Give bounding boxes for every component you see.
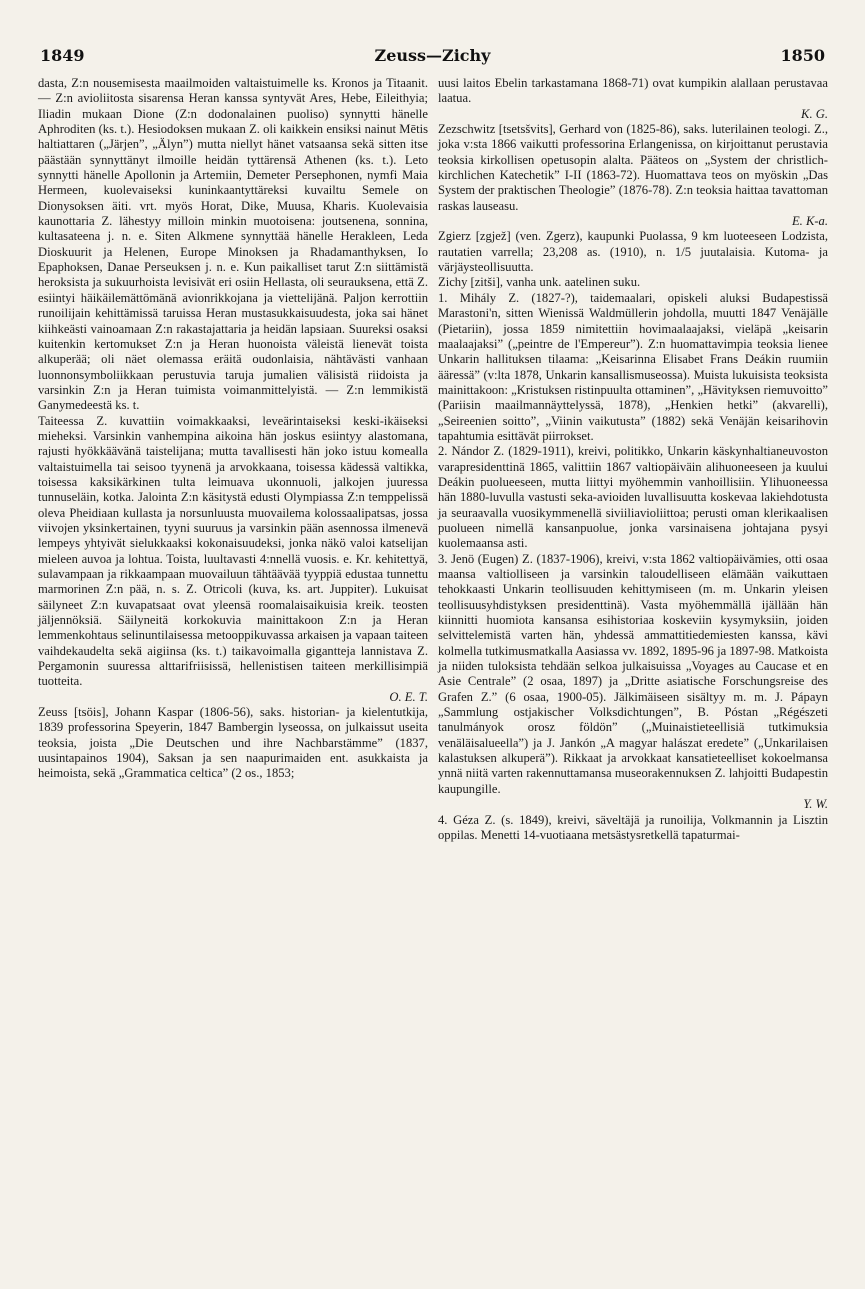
author-signature: Y. W. bbox=[803, 797, 828, 812]
zgierz-entry: Zgierz [zgjež] (ven. Zgerz), kaupunki Puolassa, 9 km luoteeseen Lodzista, rautatien varrella; 23,208 as. (1910), n. 1/5 juutalaisia. Kutoma- ja värjäysteollisuutta. bbox=[438, 229, 828, 275]
zichy-jeno-entry: 3. Jenö (Eugen) Z. (1837-1906), kreivi, v:sta 1862 valtiopäivämies, otti osaa maansa valtiolliseen ja varsinkin taloudelliseen elämään vaikuttaen tehokkaasti Unkarin teollisuuden kehittymiseen (m. m. Unkarin yleisen teollisuusyhdistyksen presidenttinä). Vasta myöhemmällä ijällään hän kiinnitti huomiota kansansa esihistoriaa koskeviin kysymyksiin, joiden selvittelemistä varten hän, yhdessä ammattitiedemiesten kanssa, kävi kolmella tutkimusmatkalla Aasiassa vv. 1892, 1895-96 ja 1897-98. Matkoista ja niiden tuloksista tehdään selkoa julkaisuissa „Voyages au Caucase et en Asie Centrale” (2 osaa, 1897) ja „Dritte asiatische Forschungsreise des Grafen Z.” (6 osaa, 1900-05). Jälkimäiseen sisältyy m. m. J. Pápayn „Sammlung ostjakischer Volksdichtungen”, B. Póstan „Régészeti tanulmányok orosz földön” („Muinaistieteellisiä tutkimuksia venäläisalueella”) ja J. Jankón „A magyar halászat eredete” („Unkarilaisen kalastuksen alkuperä”). Rikkaat ja arvokkaat kansatieteelliset kokoelmansa ynnä niitä varten rakennuttamansa museorakennuksen Z. lahjoitti Budapestin kaupungille. bbox=[438, 551, 828, 796]
zeus-article-continuation: dasta, Z:n nousemisesta maailmoiden valtaistuimelle ks. Kronos ja Titaanit. — Z:n avioliitosta sisarensa Heran kanssa syntyvät Ares, Hebe, Eileithyia; Iliadin mukaan Dione (Z:n dodonalainen puoliso) synnytti hänelle Aphroditen (ks. t.). Hesiodoksen mukaan Z. oli kaikkein ensiksi nainut Mētis haltiattaren („Järjen”, „Älyn”) mutta niellyt hänet vatsaansa sekä sitten itse päästään synnyttänyt ilmoille heidän tyttärensä Athenen (ks. t.). Leto synnytti hänelle Apollonin ja Artemiin, Demeter Persephonen, nymfi Maia Hermeen, kuolevaiseksi kuninkaantyttäreksi kuvailtu Semele on Dionysoksen äiti. vrt. myös Horat, Dike, Muusa, Kharis. Kuolevaisia kaunottaria Z. lähestyy milloin minkin muotoisena: joutsenena, sonnina, kultasateena j. n. e. Siten Alkmene synnyttää hänelle Herakleen, Leda Dioskuurit ja Helenen, Europe Minoksen ja Rhadamanthyksen, Io Epaphoksen, Danae Perseuksen j. n. e. Kun paikalliset tarut Z:n siittämistä heroksista ja sukuurhoista levisivät eri osiin Hellasta, oli seurauksena, että Z. esiintyi häikäilemättömänä avionrikkojana ja viettelijänä. Paljon kerrottiin runoilijain kehittämissä taruissa Heran mustasukkaisuudesta, joka sai hänet kiihkeästi vainoamaan Z:n rakastajattaria ja heidän lapsiaan. Suureksi osaksi kuitenkin kertomukset Z:n ja Heran huonoista väleistä lienevät toista alkuperää; oli näet olemassa eräitä oudonlaisia, nähtävästi vanhaan luonnonsymboliikkaan perustuvia taruja jumalien välisistä riidoista ja varsinkin Z:n ja Heran tuimista voimanmittelyistä. — Z:n lemmikistä Ganymedeestä ks. t. bbox=[38, 76, 428, 413]
zichy-geza-entry: 4. Géza Z. (s. 1849), kreivi, säveltäjä ja runoilija, Volkmannin ja Lisztin oppilas. Menetti 14-vuotiaana metsästysretkellä tapaturmai- bbox=[438, 812, 828, 842]
right-page-number: 1850 bbox=[780, 46, 825, 65]
page-header bbox=[40, 46, 825, 68]
zichy-mihaly-entry: 1. Mihály Z. (1827-?), taidemaalari, opiskeli aluksi Budapestissä Marastoni'n, sitten Wienissä Waldmüllerin johdolla, muutti 1847 Venäjälle (Pietariin), jossa 1859 nimitettiin hovimaalaajaksi, vieläpä „keisarin maalaajaksi” („peintre de l'Empereur”). Z:n huomattavimpia teoksia lienee Unkarin hallituksen tilaama: „Keisarinna Elisabet Frans Deákin ruumiin ääressä” (v:lta 1878, Unkarin kansallismuseossa). Muista lukuisista teoksista mainittakoon: „Kristuksen ristinpuulta ottaminen”, „Hävityksen riemuvoitto” (Pariisin maailmannäyttelyssä, 1878), „Henkien hetki” (akvarelli), „Seireenien soitto”, „Viinin vaikutusta” (1882) sekä Venäjän keisarihovin tapahtumia esittävät piirrokset. bbox=[438, 290, 828, 443]
author-signature: K. G. bbox=[801, 106, 828, 121]
author-signature: O. E. T. bbox=[389, 689, 428, 704]
zichy-nandor-entry: 2. Nándor Z. (1829-1911), kreivi, politikko, Unkarin käskynhaltianeuvoston varapresidenttinä 1865, valittiin 1867 valtiopäiväin alihuoneeseen ja kuului Deákin puolueeseen, mutta liittyi myöhemmin vanhoillisiin. Ylihuoneessa hän 1880-luvulla vastusti seka-avioiden luvallisuutta koskevaa lakiehdotusta ja seuraavalla vuosikymmenellä siviiliavioliittoa; perusti oman klerikaalisen puolueen nimellä kansanpuolue, jonka varsinaisena johtajana pysyi kuolemaansa asti. bbox=[438, 444, 828, 551]
right-column bbox=[438, 76, 828, 843]
left-column bbox=[38, 76, 428, 782]
zeus-art-section: Taiteessa Z. kuvattiin voimakkaaksi, leveärintaiseksi keski-ikäiseksi mieheksi. Varsinkin vanhempina aikoina hän joskus esiintyy alastomana, rajusti hyökkäävänä taistelijana; mutta tavallisesti hän joko istuu komealla valtaistuimella tai seisoo tyynenä ja arvokkaana, toisessa kädessä valtikka, toisessa kaksikärkinen tulta leimuava ukonnuoli, jalkojen juuressa tunnuseläin, kotka. Jalointa Z:n käsitystä edusti Olympiassa Z:n temppelissä oleva Pheidiaan kullasta ja norsunluusta muovailema kolossaalipatsas, jossa viivojen yksinkertainen, tyyni suuruus ja varsinkin pään asennossa ilmenevä lempeys yhtyivät sielukkaaksi kokonaisuudeksi, jonka näkö valoi katselijan mieleen auvoa ja lohtua. Toista, luultavasti 4:nnellä vuosis. e. Kr. kehitettyä, sulavampaan ja rikkaampaan muovailuun tähtäävää tyyppiä edustaa tunnettu marmorinen Z:n pää, n. s. Z. Otricoli (kuva, ks. art. Juppiter). Lukuisat säilyneet Z:n kuvapatsaat ovat yleensä roomalaisaikuisia kreik. teosten jäljennöksiä. Säilyneitä korkokuvia mainittakoon Z:n ja Heran lemmenkohtaus selinuntilaisessa metooppikuvassa arkaisen ja vapaan taiteen vaihdekaudelta sekä aigiinsa (ks. t.) taikavoimalla gigantteja lannistava Z. Pergamonin suuressa alttarifriisissä, hellenistisen taiteen merkillisimpiä tuotteita. bbox=[38, 413, 428, 689]
running-title: Zeuss—Zichy bbox=[374, 46, 491, 65]
author-signature: E. K-a. bbox=[791, 214, 828, 229]
zezschwitz-entry: Zezschwitz [tsetsšvits], Gerhard von (1825-86), saks. luterilainen teologi. Z., joka v:sta 1866 vaikutti professorina Erlangenissa, on kirjoittanut perustavia teoksia kirkollisen opetusopin alalta. Pääteos on „System der christlich-kirchlichen Katechetik” I-II (1863-72). Huomattava teos on myöskin „Das System der praktischen Theologie” (1876-78). Z:n teoksia haittaa tavattoman raskas lauseasu. bbox=[438, 122, 828, 213]
zichy-entry: Zichy [zitši], vanha unk. aatelinen suku. bbox=[438, 275, 641, 290]
zeuss-entry: Zeuss [tsöis], Johann Kaspar (1806-56), saks. historian- ja kielentutkija, 1839 professorina Speyerin, 1847 Bambergin lyseossa, on julkaissut useita teoksia, joista „Die Deutschen und ihre Nachbarstämme” (1837, uusintapainos 1904), Saksan ja sen naapurimaiden ent. asukkaista ja heimoista, sekä „Grammatica celtica” (2 os., 1853; bbox=[38, 705, 428, 781]
left-page-number: 1849 bbox=[40, 46, 85, 65]
zeuss-entry-continuation: uusi laitos Ebelin tarkastamana 1868-71) ovat kumpikin alallaan perustavaa laatua. bbox=[438, 76, 828, 106]
